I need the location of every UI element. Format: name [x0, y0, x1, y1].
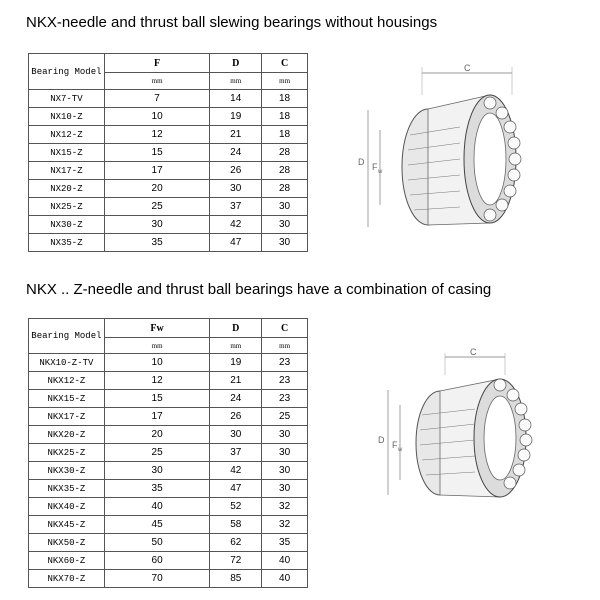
- d-cell: 47: [210, 480, 262, 498]
- d-cell: 58: [210, 516, 262, 534]
- f-cell: 10: [104, 108, 210, 126]
- d-cell: 47: [210, 234, 262, 252]
- c-cell: 30: [262, 462, 308, 480]
- d-cell: 85: [210, 570, 262, 588]
- model-cell: NKX70-Z: [29, 570, 105, 588]
- c-cell: 30: [262, 444, 308, 462]
- d-cell: 52: [210, 498, 262, 516]
- bearing-illustration-1: [402, 95, 521, 225]
- model-cell: NX30-Z: [29, 216, 105, 234]
- c-cell: 25: [262, 408, 308, 426]
- d-cell: 19: [210, 354, 262, 372]
- table-row: [29, 462, 308, 480]
- f-cell: 12: [104, 126, 210, 144]
- model-cell: NX10-Z: [29, 108, 105, 126]
- model-header: Bearing Model: [29, 319, 105, 354]
- column-header: C: [262, 54, 308, 73]
- model-header: Bearing Model: [29, 54, 105, 90]
- f-cell: 30: [104, 216, 210, 234]
- f-cell: 10: [104, 354, 210, 372]
- c-cell: 30: [262, 198, 308, 216]
- f-cell: 25: [104, 444, 210, 462]
- table-row: [29, 198, 308, 216]
- model-cell: NKX12-Z: [29, 372, 105, 390]
- c-cell: 30: [262, 234, 308, 252]
- section1-title: NKX-needle and thrust ball slewing bearings without housings: [26, 14, 438, 31]
- f-cell: 35: [104, 234, 210, 252]
- model-cell: NKX15-Z: [29, 390, 105, 408]
- f-cell: 7: [104, 90, 210, 108]
- d-cell: 37: [210, 444, 262, 462]
- f-cell: 20: [104, 180, 210, 198]
- table-row: [29, 216, 308, 234]
- unit-cell: mm: [104, 338, 210, 354]
- model-cell: NKX17-Z: [29, 408, 105, 426]
- c-cell: 18: [262, 126, 308, 144]
- column-header: Fw: [104, 319, 210, 338]
- unit-cell: mm: [262, 73, 308, 90]
- dim-f-label: F: [392, 440, 398, 450]
- model-cell: NX35-Z: [29, 234, 105, 252]
- d-cell: 24: [210, 390, 262, 408]
- dim-c-label: C: [470, 347, 477, 357]
- table-row: [29, 162, 308, 180]
- c-cell: 35: [262, 534, 308, 552]
- f-cell: 50: [104, 534, 210, 552]
- model-cell: NX25-Z: [29, 198, 105, 216]
- column-header: D: [210, 319, 262, 338]
- spec-table-1: [28, 53, 308, 252]
- table-row: [29, 126, 308, 144]
- bearing-diagram-1: [340, 55, 555, 235]
- table-row: [29, 180, 308, 198]
- spec-table-2: [28, 318, 308, 588]
- column-header: F: [104, 54, 210, 73]
- f-cell: 25: [104, 198, 210, 216]
- table-row: [29, 426, 308, 444]
- d-cell: 62: [210, 534, 262, 552]
- d-cell: 26: [210, 408, 262, 426]
- table-row: [29, 480, 308, 498]
- model-cell: NKX10-Z-TV: [29, 354, 105, 372]
- f-cell: 17: [104, 408, 210, 426]
- unit-cell: mm: [210, 338, 262, 354]
- f-cell: 30: [104, 462, 210, 480]
- c-cell: 28: [262, 162, 308, 180]
- model-cell: NKX30-Z: [29, 462, 105, 480]
- d-cell: 21: [210, 372, 262, 390]
- d-cell: 19: [210, 108, 262, 126]
- table-row: [29, 90, 308, 108]
- model-cell: NKX20-Z: [29, 426, 105, 444]
- model-cell: NKX45-Z: [29, 516, 105, 534]
- d-cell: 24: [210, 144, 262, 162]
- table-row: [29, 372, 308, 390]
- section2-title: NKX .. Z-needle and thrust ball bearings have a combination of casing: [26, 281, 492, 298]
- c-cell: 30: [262, 426, 308, 444]
- c-cell: 30: [262, 216, 308, 234]
- model-cell: NX15-Z: [29, 144, 105, 162]
- table-row: [29, 516, 308, 534]
- d-cell: 42: [210, 462, 262, 480]
- model-cell: NKX25-Z: [29, 444, 105, 462]
- c-cell: 32: [262, 516, 308, 534]
- f-cell: 12: [104, 372, 210, 390]
- d-cell: 37: [210, 198, 262, 216]
- unit-cell: mm: [104, 73, 210, 90]
- d-cell: 26: [210, 162, 262, 180]
- c-cell: 28: [262, 180, 308, 198]
- c-cell: 18: [262, 90, 308, 108]
- c-cell: 40: [262, 570, 308, 588]
- dim-f-label: F: [372, 162, 378, 172]
- table-row: [29, 408, 308, 426]
- unit-cell: mm: [210, 73, 262, 90]
- d-cell: 21: [210, 126, 262, 144]
- d-cell: 30: [210, 426, 262, 444]
- c-cell: 23: [262, 372, 308, 390]
- table-row: [29, 354, 308, 372]
- model-cell: NKX40-Z: [29, 498, 105, 516]
- model-cell: NX7-TV: [29, 90, 105, 108]
- c-cell: 18: [262, 108, 308, 126]
- f-cell: 17: [104, 162, 210, 180]
- bearing-illustration-2: [416, 379, 532, 497]
- model-cell: NKX60-Z: [29, 552, 105, 570]
- column-header: D: [210, 54, 262, 73]
- bearing-diagram-2: [360, 345, 560, 510]
- f-cell: 60: [104, 552, 210, 570]
- table-row: [29, 444, 308, 462]
- d-cell: 42: [210, 216, 262, 234]
- c-cell: 32: [262, 498, 308, 516]
- c-cell: 23: [262, 390, 308, 408]
- table-row: [29, 234, 308, 252]
- dim-w-label: w: [378, 169, 383, 175]
- d-cell: 72: [210, 552, 262, 570]
- d-cell: 14: [210, 90, 262, 108]
- c-cell: 28: [262, 144, 308, 162]
- dim-d-label: D: [378, 435, 385, 445]
- model-cell: NX20-Z: [29, 180, 105, 198]
- table-row: [29, 570, 308, 588]
- table-row: [29, 144, 308, 162]
- dim-w-label: w: [398, 447, 403, 453]
- f-cell: 35: [104, 480, 210, 498]
- table-row: [29, 108, 308, 126]
- table-row: [29, 390, 308, 408]
- column-header: C: [262, 319, 308, 338]
- c-cell: 30: [262, 480, 308, 498]
- dim-d-label: D: [358, 157, 365, 167]
- c-cell: 40: [262, 552, 308, 570]
- f-cell: 15: [104, 390, 210, 408]
- c-cell: 23: [262, 354, 308, 372]
- dim-c-label: C: [464, 63, 471, 73]
- unit-cell: mm: [262, 338, 308, 354]
- f-cell: 70: [104, 570, 210, 588]
- table-row: [29, 498, 308, 516]
- f-cell: 20: [104, 426, 210, 444]
- f-cell: 40: [104, 498, 210, 516]
- table-row: [29, 552, 308, 570]
- model-cell: NX17-Z: [29, 162, 105, 180]
- table-row: [29, 534, 308, 552]
- model-cell: NX12-Z: [29, 126, 105, 144]
- model-cell: NKX50-Z: [29, 534, 105, 552]
- d-cell: 30: [210, 180, 262, 198]
- f-cell: 45: [104, 516, 210, 534]
- f-cell: 15: [104, 144, 210, 162]
- model-cell: NKX35-Z: [29, 480, 105, 498]
